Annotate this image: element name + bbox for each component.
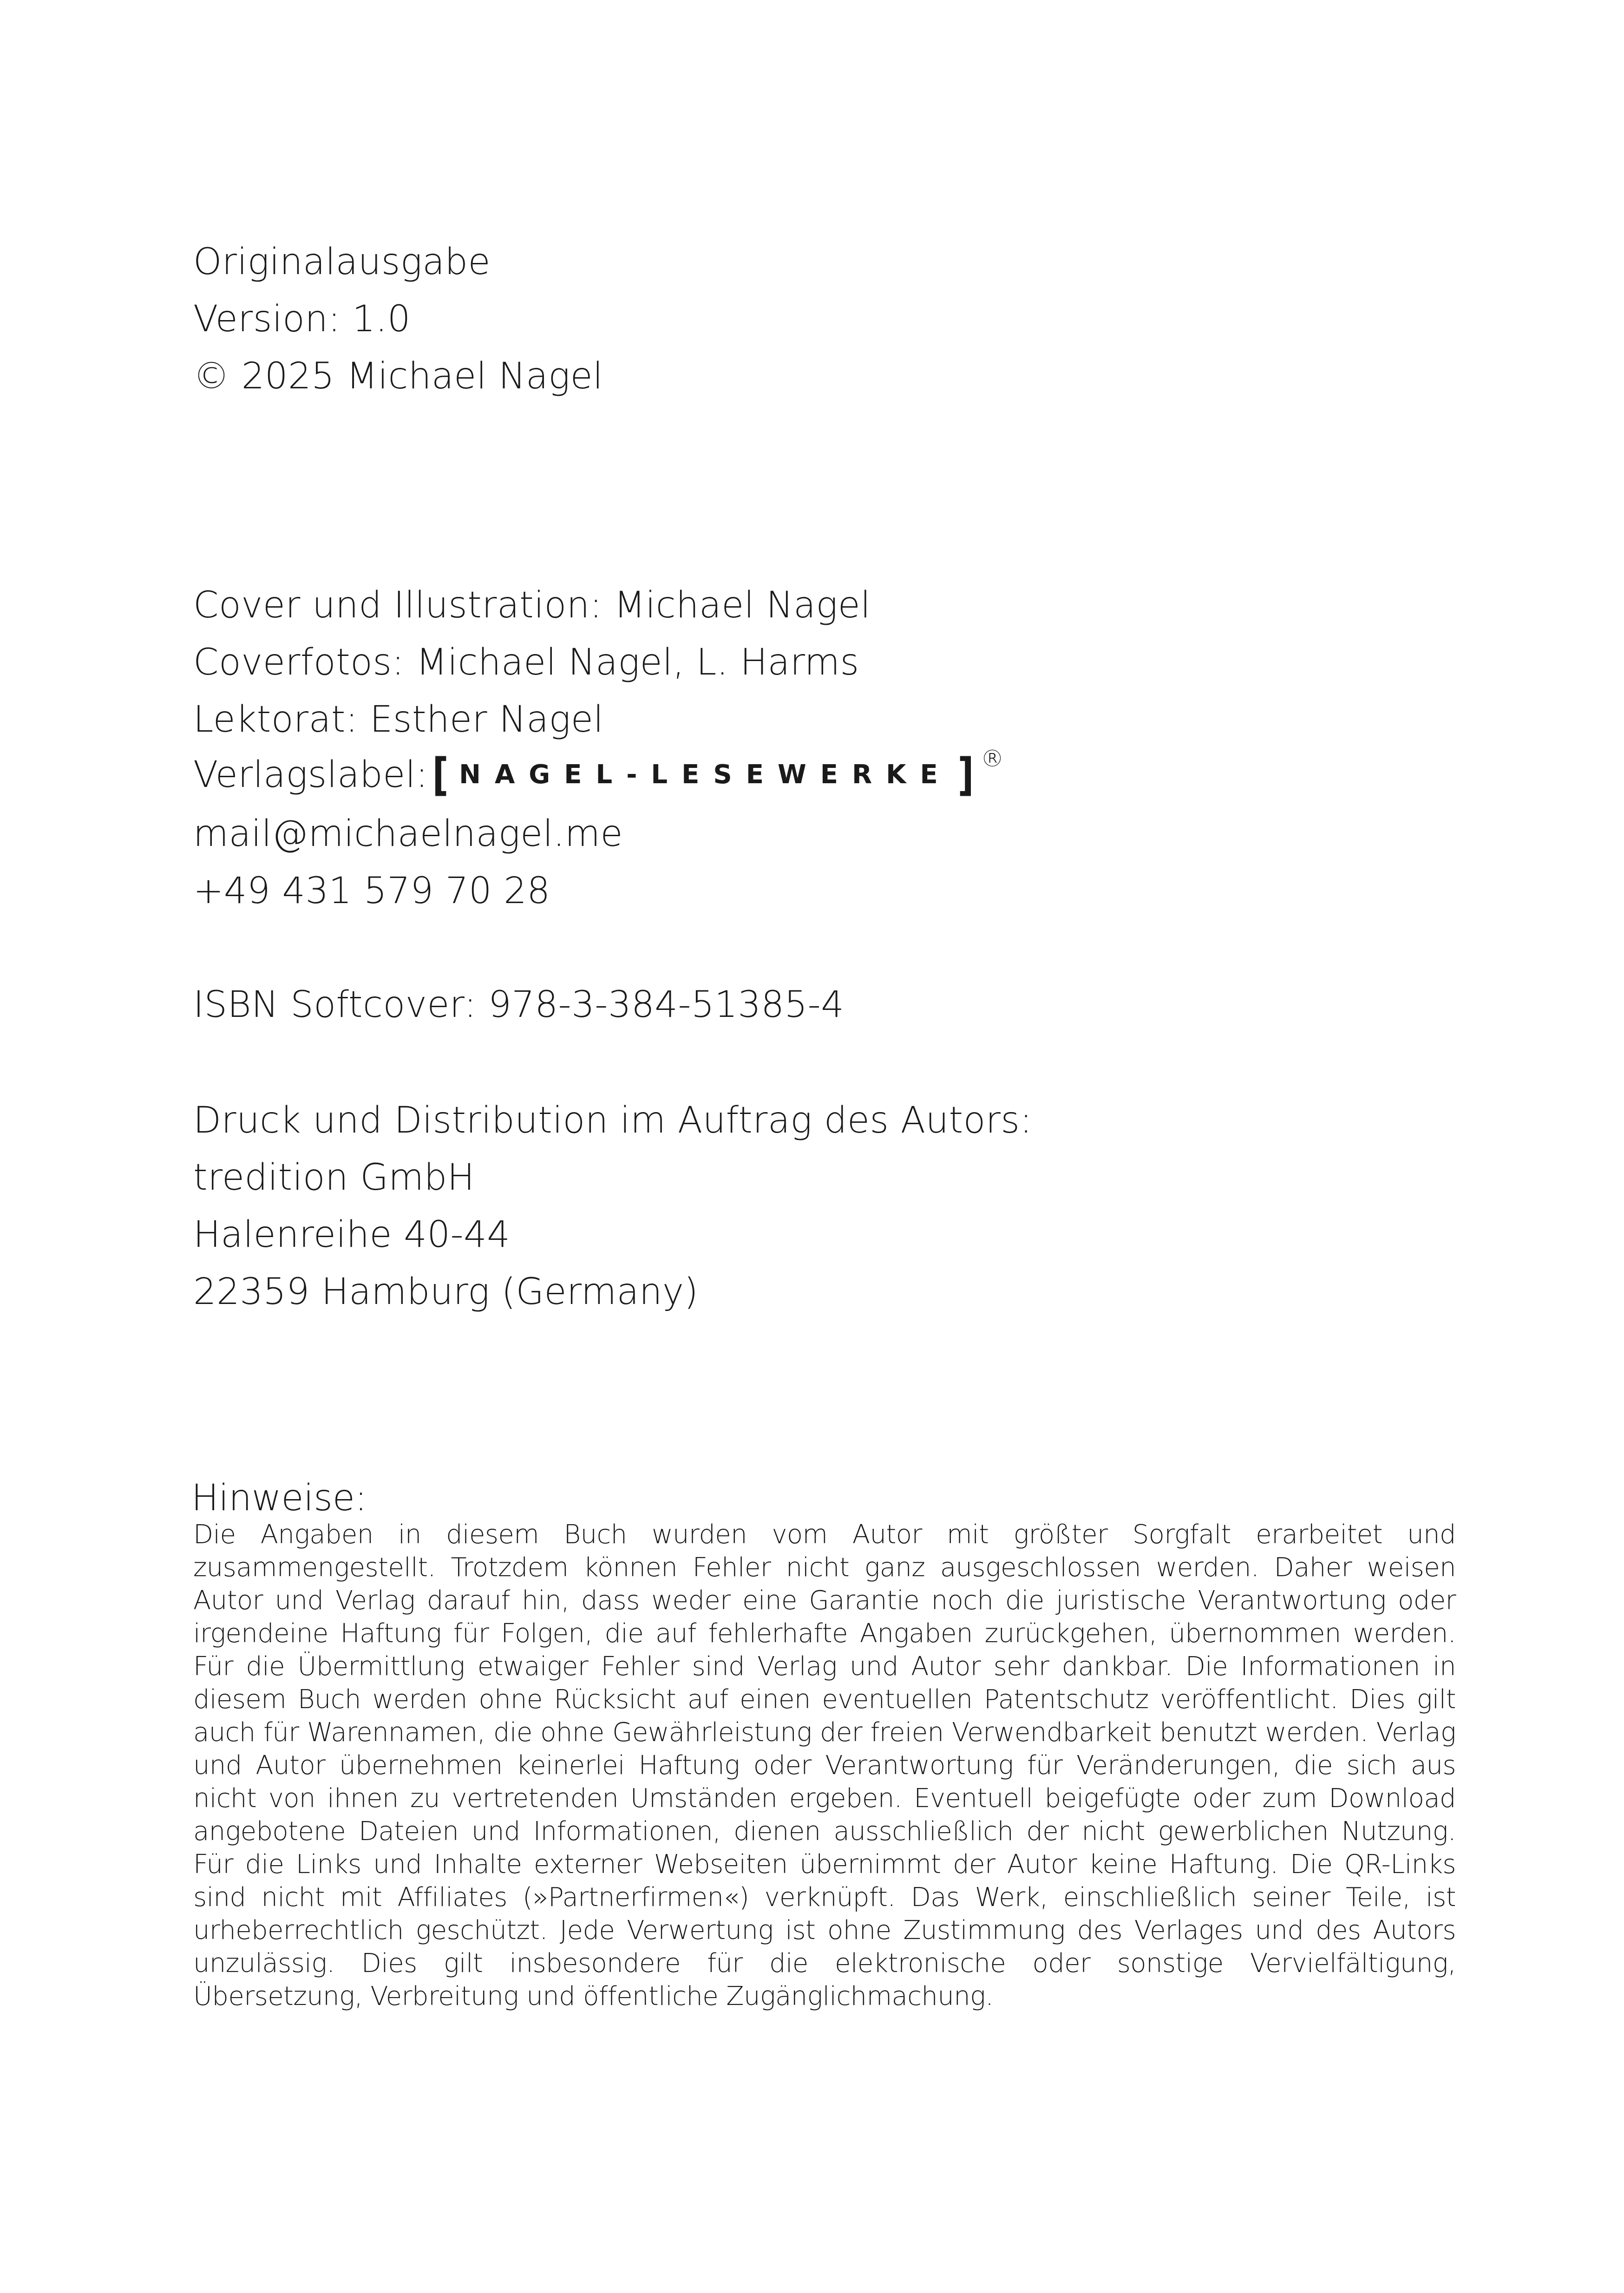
publisher-label-line bbox=[193, 745, 1004, 801]
printer-intro: Druck und Distribution im Auftrag des Autors: bbox=[193, 1100, 1033, 1141]
printer-company: tredition GmbH bbox=[193, 1157, 475, 1199]
publisher-label-prefix: Verlagslabel: bbox=[193, 754, 428, 796]
notes-title: Hinweise: bbox=[191, 1477, 367, 1519]
notes-body: Die Angaben in diesem Buch wurden vom Autor mit größter Sorgfalt erarbeitet und zusammengestellt. Trotzdem können Fehler nicht ganz ausgeschlossen werden. Daher weisen Autor und Verlag darauf hin, dass weder eine Garantie noch die juristische Verantwortung oder irgendeine Haftung für Folgen, die auf fehlerhafte Angaben zurückgehen, übernommen werden. Für die Übermittlung etwaiger Fehler sind Verlag und Autor sehr dankbar. Die Informationen in diesem Buch werden ohne Rücksicht auf einen eventuellen Patentschutz veröffentlicht. Dies gilt auch für Warennamen, die ohne Gewährleistung der freien Verwendbarkeit benutzt werden. Verlag und Autor übernehmen keinerlei Haftung oder Verantwortung für Veränderungen, die sich aus nicht von ihnen zu vertretenden Umständen ergeben. Eventuell beigefügte oder zum Download angebotene Dateien und Informationen, dienen ausschließlich der nicht gewerblichen Nutzung. Für die Links und Inhalte externer Webseiten übernimmt der Autor keine Haftung. Die QR-Links sind nicht mit Affiliates (»Partnerfirmen«) verknüpft. Das Werk, einschließlich seiner Teile, ist urheberrechtlich geschützt. Jede Verwertung ist ohne Zustimmung des Verlages und des Autors unzulässig. Dies gilt insbesondere für die elektronische oder sonstige Vervielfältigung, Übersetzung, Verbreitung und öffentliche Zugänglichmachung. bbox=[193, 1520, 1456, 2011]
registered-mark: ® bbox=[981, 745, 1004, 772]
logo-text: NAGEL-LESEWERKE bbox=[459, 760, 952, 790]
cover-credit: Cover und Illustration: Michael Nagel bbox=[193, 584, 871, 626]
photo-credit: Coverfotos: Michael Nagel, L. Harms bbox=[193, 642, 859, 683]
logo-bracket-close: ] bbox=[957, 749, 974, 801]
phone-number: +49 431 579 70 28 bbox=[193, 870, 550, 912]
isbn-line: ISBN Softcover: 978-3-384-51385-4 bbox=[193, 984, 845, 1026]
logo-bracket-open: [ bbox=[432, 749, 449, 801]
edition-version: Version: 1.0 bbox=[193, 298, 411, 340]
editing-credit: Lektorat: Esther Nagel bbox=[193, 699, 604, 740]
publisher-logo bbox=[430, 745, 1004, 801]
printer-city: 22359 Hamburg (Germany) bbox=[193, 1271, 699, 1313]
email-link[interactable]: mail@michaelnagel.me bbox=[193, 813, 623, 855]
printer-street: Halenreihe 40-44 bbox=[193, 1214, 511, 1256]
copyright-line: © 2025 Michael Nagel bbox=[193, 355, 603, 397]
edition-type: Originalausgabe bbox=[193, 241, 491, 283]
